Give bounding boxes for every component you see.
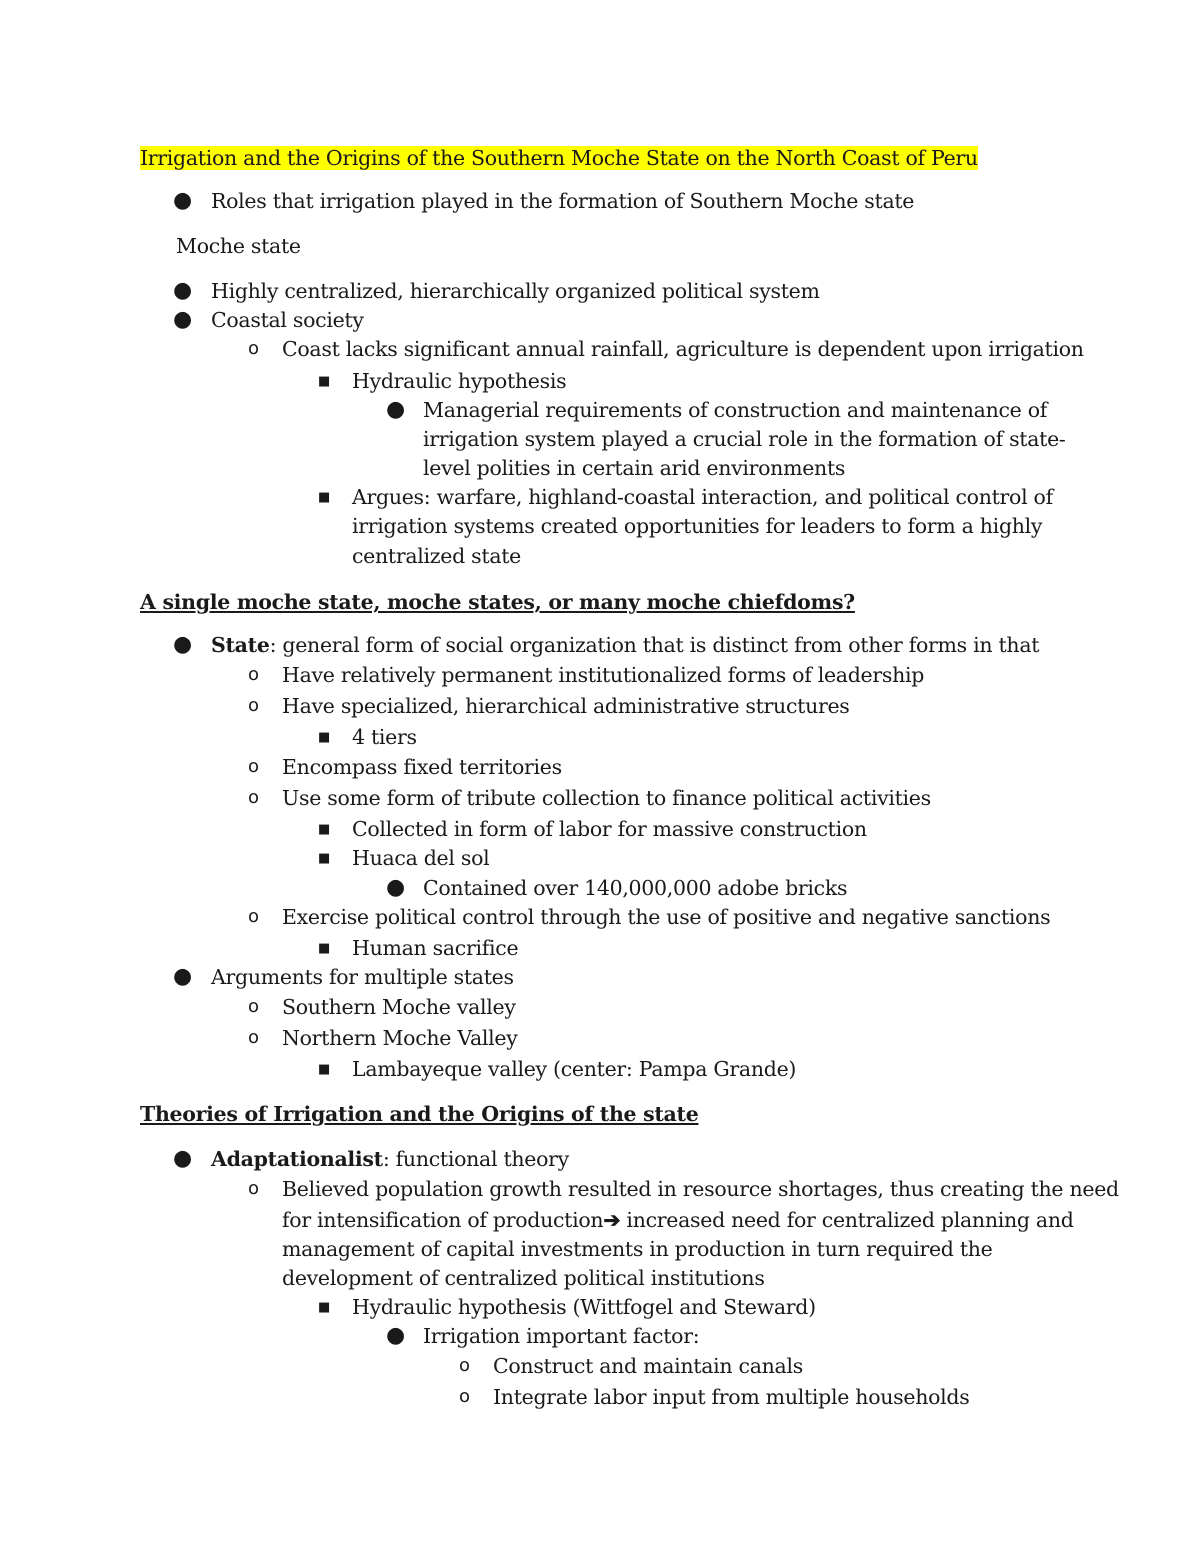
list-item: Huaca del sol	[352, 846, 490, 870]
section-heading: Theories of Irrigation and the Origins of the state	[140, 1102, 699, 1126]
circle-bullet-icon: o	[248, 1178, 260, 1199]
list-item: 4 tiers	[352, 725, 417, 749]
text-span: increased need for centralized planning and	[620, 1208, 1074, 1232]
list-item-continuation: management of capital investments in production in turn required the	[282, 1237, 993, 1261]
list-item: Coastal society	[211, 308, 364, 332]
list-item: Argues: warfare, highland-coastal interaction, and political control of	[352, 485, 1053, 509]
list-item: Coast lacks significant annual rainfall, agriculture is dependent upon irrigation	[282, 337, 1084, 361]
list-item: Believed population growth resulted in resource shortages, thus creating the need	[282, 1177, 1119, 1201]
circle-bullet-icon: o	[248, 1027, 260, 1048]
term-definition: : functional theory	[382, 1147, 569, 1171]
bullet-icon: ●	[173, 1146, 193, 1171]
list-item: Irrigation important factor:	[423, 1324, 700, 1348]
list-item: Highly centralized, hierarchically organized political system	[211, 279, 820, 303]
term-definition: : general form of social organization that is distinct from other forms in that	[269, 633, 1040, 657]
circle-bullet-icon: o	[248, 664, 260, 685]
bullet-icon: ●	[173, 964, 193, 989]
list-item: Lambayeque valley (center: Pampa Grande)	[352, 1057, 797, 1081]
list-item-continuation: level polities in certain arid environments	[423, 456, 846, 480]
section-heading: A single moche state, moche states, or many moche chiefdoms?	[140, 590, 855, 614]
title-highlight: Irrigation and the Origins of the Southern Moche State on the North Coast of Peru	[140, 146, 978, 170]
list-item: Integrate labor input from multiple households	[493, 1385, 970, 1409]
circle-bullet-icon: o	[248, 695, 260, 716]
list-item: Managerial requirements of construction and maintenance of	[423, 398, 1048, 422]
text-span: for intensification of production	[282, 1208, 604, 1232]
bullet-icon: ●	[173, 307, 193, 332]
circle-bullet-icon: o	[248, 756, 260, 777]
circle-bullet-icon: o	[248, 338, 260, 359]
square-bullet-icon: ■	[318, 851, 331, 866]
intro-bullet: Roles that irrigation played in the formation of Southern Moche state	[211, 189, 915, 213]
square-bullet-icon: ■	[318, 1300, 331, 1315]
circle-bullet-icon: o	[459, 1386, 471, 1407]
circle-bullet-icon: o	[248, 787, 260, 808]
list-item	[211, 1144, 569, 1174]
list-item: Exercise political control through the use of positive and negative sanctions	[282, 905, 1051, 929]
square-bullet-icon: ■	[318, 941, 331, 956]
circle-bullet-icon: o	[248, 906, 260, 927]
arrow-right-icon: ➔	[603, 1208, 621, 1232]
square-bullet-icon: ■	[318, 374, 331, 389]
moche-state-label: Moche state	[176, 234, 301, 258]
list-item: Human sacrifice	[352, 936, 519, 960]
square-bullet-icon: ■	[318, 822, 331, 837]
list-item: Have specialized, hierarchical administrative structures	[282, 694, 850, 718]
list-item: Hydraulic hypothesis	[352, 369, 567, 393]
list-item	[211, 630, 1039, 660]
list-item: Collected in form of labor for massive construction	[352, 817, 867, 841]
bullet-icon: ●	[173, 632, 193, 657]
square-bullet-icon: ■	[318, 730, 331, 745]
list-item-continuation: development of centralized political institutions	[282, 1266, 765, 1290]
list-item: Have relatively permanent institutionalized forms of leadership	[282, 663, 925, 687]
square-bullet-icon: ■	[318, 490, 331, 505]
square-bullet-icon: ■	[318, 1062, 331, 1077]
bullet-icon: ●	[386, 875, 406, 900]
list-item: Contained over 140,000,000 adobe bricks	[423, 876, 848, 900]
list-item: Southern Moche valley	[282, 995, 516, 1019]
list-item: Use some form of tribute collection to finance political activities	[282, 786, 931, 810]
list-item: Arguments for multiple states	[211, 965, 514, 989]
circle-bullet-icon: o	[459, 1355, 471, 1376]
circle-bullet-icon: o	[248, 996, 260, 1017]
list-item: Northern Moche Valley	[282, 1026, 518, 1050]
list-item-continuation	[282, 1205, 1074, 1235]
bullet-icon: ●	[386, 397, 406, 422]
list-item-continuation: centralized state	[352, 544, 522, 568]
term-state: State	[211, 633, 270, 657]
list-item: Encompass fixed territories	[282, 755, 562, 779]
bullet-icon: ●	[173, 188, 193, 213]
document-title	[140, 143, 978, 173]
bullet-icon: ●	[386, 1323, 406, 1348]
list-item-continuation: irrigation system played a crucial role in the formation of state-	[423, 427, 1066, 451]
term-adaptationalist: Adaptationalist	[211, 1147, 383, 1171]
bullet-icon: ●	[173, 278, 193, 303]
list-item: Hydraulic hypothesis (Wittfogel and Steward)	[352, 1295, 816, 1319]
list-item-continuation: irrigation systems created opportunities for leaders to form a highly	[352, 514, 1043, 538]
list-item: Construct and maintain canals	[493, 1354, 803, 1378]
